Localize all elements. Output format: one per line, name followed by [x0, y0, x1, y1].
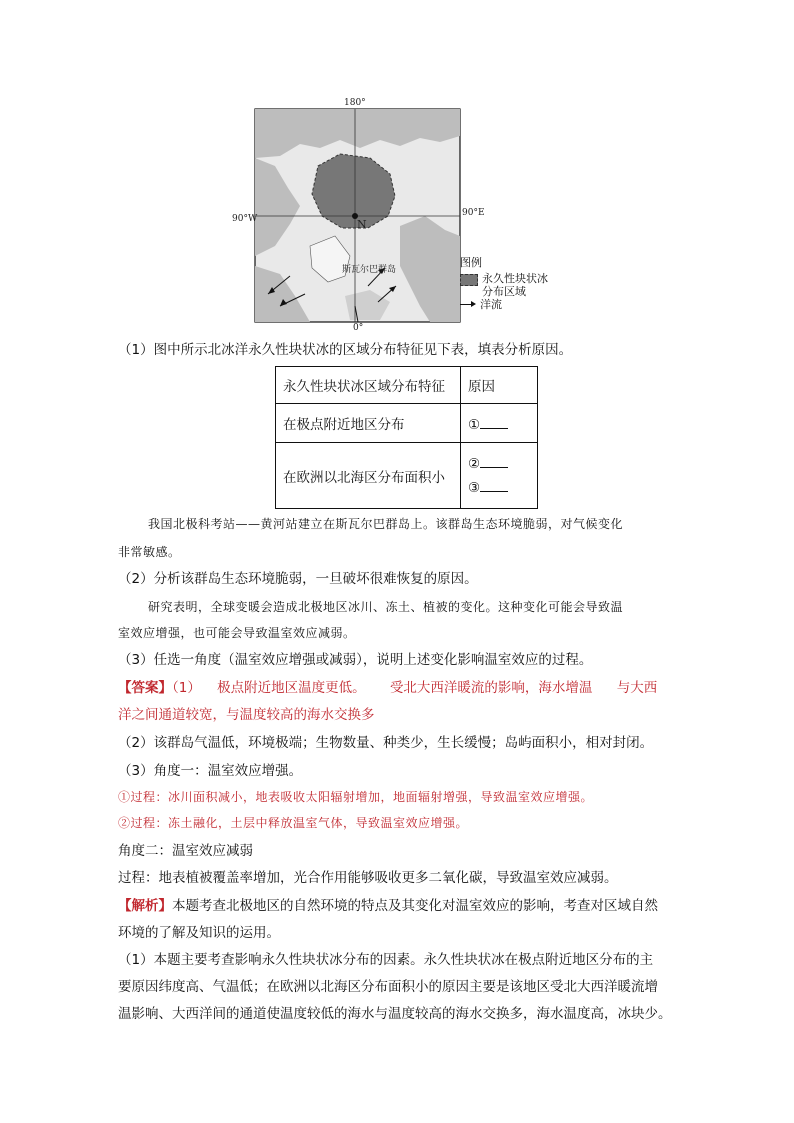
answer-3-process-2: ②过程：冻土融化，土层中释放温室气体，导致温室效应增强。	[118, 816, 469, 830]
answer-3: （3）角度一：温室效应增强。	[118, 763, 303, 779]
answer-3-angle-2: 角度二：温室效应减弱	[118, 843, 253, 859]
answer-blank-1[interactable]	[480, 414, 508, 429]
question-1: （1）图中所示北冰洋永久性块状冰的区域分布特征见下表，填表分析原因。	[118, 342, 573, 358]
label-pole: N	[357, 218, 367, 231]
analysis-line-5: 温影响、大西洋间的通道使温度较低的海水与温度较高的海水交换多，海水温度高，冰块少。	[118, 1006, 672, 1022]
label-90e: 90°E	[462, 208, 485, 218]
answer-tag: 【答案】	[118, 680, 172, 696]
ice-swatch-icon	[460, 274, 478, 286]
question-3: （3）任选一角度（温室效应增强或减弱），说明上述变化影响温室效应的过程。	[118, 652, 593, 668]
analysis-tag: 【解析】	[118, 898, 172, 914]
blank-label-2: ②	[468, 455, 481, 472]
blank-label-3: ③	[468, 479, 481, 496]
table-header-feature: 永久性块状冰区域分布特征	[276, 367, 461, 404]
intro-1-line-1: 我国北极科考站——黄河站建立在斯瓦尔巴群岛上。该群岛生态环境脆弱，对气候变化	[148, 517, 624, 531]
answer-3-process-1: ①过程：冰川面积减小，地表吸收太阳辐射增加，地面辐射增强，导致温室效应增强。	[118, 790, 594, 804]
analysis-text-1: 本题考查北极地区的自然环境的特点及其变化对温室效应的影响，考查对区域自然	[172, 898, 658, 914]
legend-title: 图例	[460, 256, 482, 269]
answer-line-1	[118, 678, 657, 698]
table-row2-feature: 在欧洲以北海区分布面积小	[276, 443, 461, 509]
analysis-line-3: （1）本题主要考查影响永久性块状冰分布的因素。永久性块状冰在极点附近地区分布的主	[118, 952, 654, 968]
label-90w: 90°W	[232, 214, 258, 224]
question-2: （2）分析该群岛生态环境脆弱，一旦破坏很难恢复的原因。	[118, 571, 478, 587]
table-row1-feature: 在极点附近地区分布	[276, 404, 461, 443]
answer-blank-3[interactable]	[480, 477, 508, 492]
answer-1-line-2: 洋之间通道较宽，与温度较高的海水交换多	[118, 707, 375, 723]
legend-ice-row	[460, 272, 570, 298]
intro-1-line-2: 非常敏感。	[118, 545, 181, 559]
legend-ice-label: 永久性块状冰分布区域	[482, 272, 548, 298]
answer-1-part-3: 与大西	[616, 680, 658, 696]
table-row1-reason	[461, 404, 538, 443]
answer-3-process-3: 过程：地表植被覆盖率增加，光合作用能够吸收更多二氧化碳，导致温室效应减弱。	[118, 870, 618, 886]
answer-1-part-1: 极点附近地区温度更低。	[217, 680, 366, 696]
analysis-line-4: 要原因纬度高、气温低；在欧洲以北海区分布面积小的原因主要是该地区受北大西洋暖流增	[118, 979, 658, 995]
legend-current-label: 洋流	[480, 298, 502, 311]
current-arrow-icon	[460, 301, 476, 309]
intro-2-line-2: 室效应增强，也可能会导致温室效应减弱。	[118, 626, 356, 640]
intro-2-line-1: 研究表明，全球变暖会造成北极地区冰川、冻土、植被的变化。这种变化可能会导致温	[148, 600, 624, 614]
analysis-table	[275, 366, 538, 509]
answer-1-prefix: （1）	[172, 680, 201, 696]
analysis-line-1	[118, 896, 658, 916]
answer-2: （2）该群岛气温低，环境极端；生物数量、种类少，生长缓慢；岛屿面积小，相对封闭。	[118, 735, 654, 751]
table-header-reason: 原因	[461, 367, 538, 404]
answer-blank-2[interactable]	[480, 453, 508, 468]
answer-1-part-2: 受北大西洋暖流的影响，海水增温	[389, 680, 593, 696]
label-180: 180°	[344, 98, 366, 108]
map-legend	[460, 254, 570, 311]
legend-current-row	[460, 298, 570, 311]
label-0: 0°	[353, 323, 364, 333]
label-island: 斯瓦尔巴群岛	[342, 265, 397, 275]
table-row2-reason	[461, 443, 538, 509]
analysis-line-2: 环境的了解及知识的运用。	[118, 925, 280, 941]
blank-label-1: ①	[468, 416, 481, 433]
